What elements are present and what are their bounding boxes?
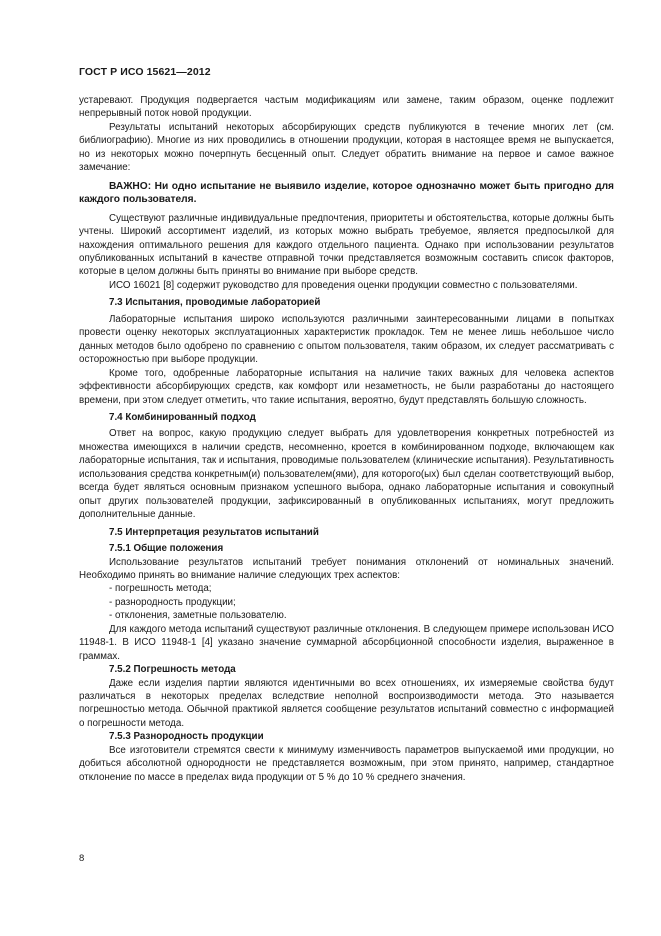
list-item: - разнородность продукции; [109,596,236,608]
paragraph: Ответ на вопрос, какую продукцию следует выбрать для удовлетворения конкретных потребностей из множества имеющихся в наличии средств, несомненно, кроется в комбинированном подходе, включающем как лабораторные испытания, так и испытания, проводимые пользователем (клинические испытания). Результативность использования средства конкретным(и) пользователем(ями), для которого(ых) был сделан соответствующий выбор, всегда будет являться основным признаком успешного выбора, однако лабораторные испытания и совокупный опыт других пользователей продукции, зафиксированный в опубликованных испытаниях, могут предложить дополнительные данные. [79,428,614,521]
section-heading-7-5: 7.5 Интерпретация результатов испытаний [109,526,319,538]
list-item: - отклонения, заметные пользователю. [109,610,287,622]
paragraph: Кроме того, одобренные лабораторные испытания на наличие таких важных для человека аспектов эффективности абсорбирующих средств, как комфорт или незаметность, не были разработаны до настоящего времени, при этом следует отметить, что такие испытания, вероятно, будут представлять большую сложность. [79,367,614,406]
section-heading-7-5-3: 7.5.3 Разнородность продукции [109,731,264,743]
paragraph: Даже если изделия партии являются идентичными во всех отношениях, их измеряемые свойства будут различаться в некоторых пределах вследствие неполной воспроизводимости метода. Это называется погрешностью метода. Обычной практикой является сообщение результатов испытаний совместно с информацией о погрешности метода. [79,677,614,729]
paragraph: Лабораторные испытания широко используются различными заинтересованными лицами в попытках провести оценку некоторых эксплуатационных характеристик прокладок. Тем не менее лишь небольшое число данных методов было одобрено по сравнению с опытом пользователя, таким образом, их следует рассматривать с осторожностью при выборе продукции. [79,313,614,366]
paragraph: Все изготовители стремятся свести к минимуму изменчивость параметров выпускаемой ими продукции, но добиться абсолютной однородности не представляется возможным, при этом принято, например, стандартное отклонение по массе в пределах вида продукции от 5 % до 10 % среднего значения. [79,744,614,783]
paragraph: Использование результатов испытаний требует понимания отклонений от номинальных значений. Необходимо принять во внимание наличие следующих трех аспектов: [79,556,614,581]
list-item: - погрешность метода; [109,583,212,595]
paragraph: устаревают. Продукция подвергается частым модификациям или замене, таким образом, оценке подлежит непрерывный поток новой продукции. [79,95,614,120]
section-heading-7-5-1: 7.5.1 Общие положения [109,543,224,555]
document-header: ГОСТ Р ИСО 15621—2012 [79,66,211,78]
warning-note: ВАЖНО: Ни одно испытание не выявило изделие, которое однозначно может быть пригодно для каждого пользователя. [79,180,614,206]
section-heading-7-3: 7.3 Испытания, проводимые лабораторией [109,297,321,309]
paragraph: ИСО 16021 [8] содержит руководство для проведения оценки продукции совместно с пользователями. [109,279,578,291]
paragraph: Существуют различные индивидуальные предпочтения, приоритеты и обстоятельства, которые должны быть учтены. Широкий ассортимент изделий, из которых можно выбрать требуемое, является предпосылкой для нахождения оптимального решения для каждого отдельного пациента. Однако при использовании результатов опубликованных испытаний в качестве отправной точки представляется возможным составить список факторов, которые в целом должны быть приняты во внимание при выборе средств. [79,212,614,278]
paragraph: Результаты испытаний некоторых абсорбирующих средств публикуются в течение многих лет (см. библиографию). Многие из них проводились в отношении продукции, которая в настоящее время не выпускается, но из некоторых можно почерпнуть бесценный опыт. Следует обратить внимание на первое и самое важное замечание: [79,121,614,174]
document-body [79,94,614,784]
page-number: 8 [79,853,85,864]
section-heading-7-4: 7.4 Комбинированный подход [109,411,256,423]
paragraph: Для каждого метода испытаний существуют различные отклонения. В следующем примере использован ИСО 11948-1. В ИСО 11948-1 [4] указано значение суммарной абсорбционной способности изделия, выраженное в граммах. [79,623,614,662]
section-heading-7-5-2: 7.5.2 Погрешность метода [109,664,236,676]
